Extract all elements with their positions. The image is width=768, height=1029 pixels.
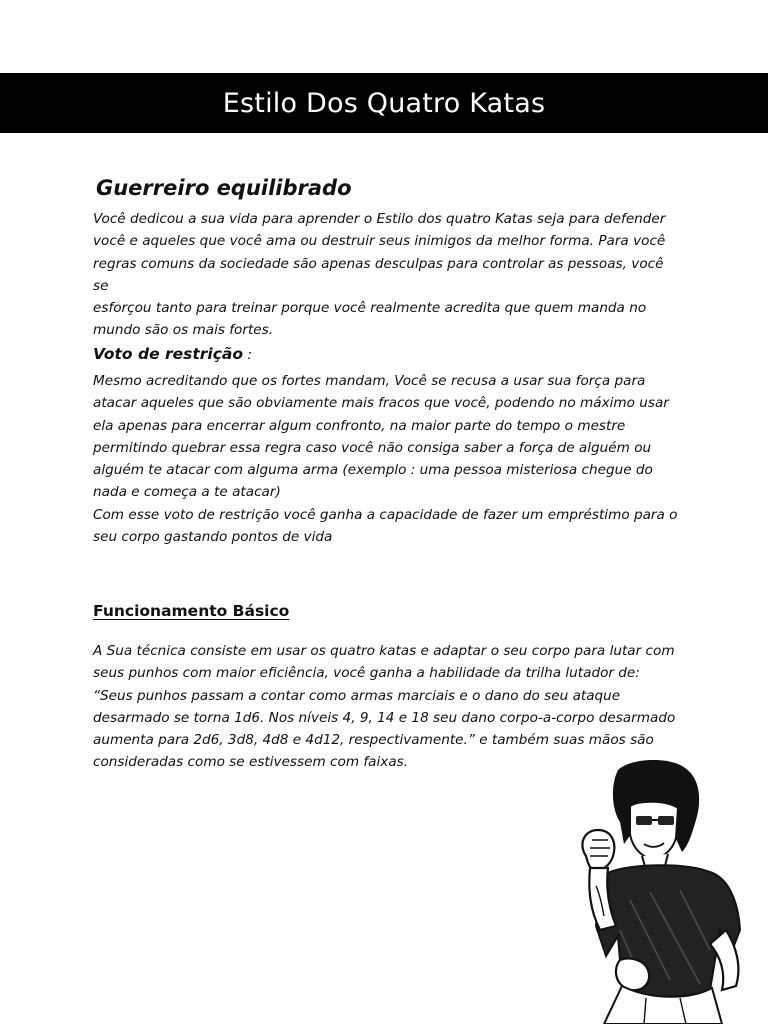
title-bar — [0, 73, 768, 133]
page-title: Estilo Dos Quatro Katas — [222, 87, 546, 119]
funcionamento-heading: Funcionamento Básico — [93, 602, 290, 620]
guerreiro-heading: Guerreiro equilibrado — [96, 176, 352, 200]
voto-heading — [93, 345, 252, 363]
voto-heading-label: Voto de restrição — [93, 345, 244, 363]
voto-heading-colon: : — [243, 347, 252, 363]
guerreiro-paragraph: Você dedicou a sua vida para aprender o Estilo dos quatro Katas seja para defender você e aqueles que você ama ou destruir seus inimigos da melhor forma. Para você regras comuns da sociedade são apenas desculpas para controlar as pessoas, você se esforçou tanto para treinar porque você realmente acredita que quem manda no mundo são os mais fortes. — [93, 211, 666, 339]
voto-paragraph: Mesmo acreditando que os fortes mandam, Você se recusa a usar sua força para atacar aqueles que são obviamente mais fracos que você, podendo no máximo usar ela apenas para encerrar algum confronto, na maior parte do tempo o mestre permitindo quebrar essa regra caso você não consiga saber a força de alguém ou alguém te atacar com alguma arma (exemplo : uma pessoa misteriosa chegue do nada e começa a te atacar) Com esse voto de restrição você ganha a capacidade de fazer um empréstimo para o seu corpo gastando pontos de vida — [93, 373, 678, 546]
fighter-illustration-icon — [560, 760, 768, 1024]
funcionamento-paragraph: A Sua técnica consiste em usar os quatro katas e adaptar o seu corpo para lutar com seus punhos com maior eficiência, você ganha a habilidade da trilha lutador de: “Seus punhos passam a contar como armas marciais e o dano do seu ataque desarmado se torna 1d6. Nos níveis 4, 9, 14 e 18 seu dano corpo-a-corpo desarmado aumenta para 2d6, 3d8, 4d8 e 4d12, respectivamente.” e também suas mãos são consideradas como se estivessem com faixas. — [93, 643, 676, 771]
